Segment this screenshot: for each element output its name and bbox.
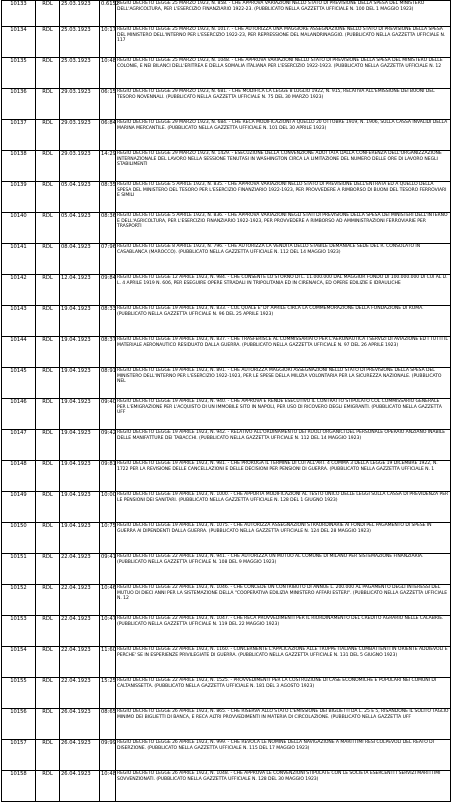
decree-number-cell: 10138: [2, 151, 36, 182]
table-row: [2, 337, 451, 368]
table-row: [2, 554, 451, 585]
decree-number-cell: 10140: [2, 213, 36, 244]
decree-number-cell: 10137: [2, 120, 36, 151]
decree-type-cell: RDL: [36, 554, 60, 585]
decree-number-cell: 10157: [2, 740, 36, 771]
decree-number-cell: 10150: [2, 523, 36, 554]
decree-type-cell: RDL: [36, 523, 60, 554]
decree-description-cell: REGIO DECRETO LEGGE 19 APRILE 1923, N. 940. - CHE APPROVA E RENDE ESECUTIVO IL CONTRATTO STIPULATO COL COMMISSARIO GENERALE PER L'EMIGRAZIONE PER L'ACQUISTO DI UN IMMOBILE SITO IN NAPOLI, PER USO DI RICOVERO DEGLI EMIGRANTI. (PUBBLICATO NELLA GAZZETTA UFF: [116, 399, 451, 430]
decree-code-cell: 09:84: [100, 275, 116, 306]
decree-type-cell: RDL: [36, 399, 60, 430]
decree-code-cell: 10:75: [100, 523, 116, 554]
decree-number-cell: 10139: [2, 182, 36, 213]
table-row: [2, 1, 451, 27]
decree-number-cell: 10147: [2, 430, 36, 461]
decree-number-cell: 10153: [2, 616, 36, 647]
decree-type-cell: RDL: [36, 89, 60, 120]
decree-date-cell: 29.03.1923: [60, 120, 100, 151]
decree-type-cell: RDL: [36, 585, 60, 616]
decree-description-cell: REGIO DECRETO LEGGE 25 MARZO 1923, N. 1048. - CHE APPROVA VARIAZIONI NELLO STATO DI PREVISIONE DELLA SPESA DEL MINISTERO DELLE COLONIE, E NEI BILANCI DELL'ERITREA E DELLA SOMALIA ITALIANA PER L'ESERCIZIO 1922-1923. (PUBBLICATO NELLA GAZZETTA UFFICIALE N. 12: [116, 58, 451, 89]
decree-type-cell: RDL: [36, 337, 60, 368]
decree-type-cell: RDL: [36, 461, 60, 492]
decree-code-cell: 15:25: [100, 678, 116, 709]
decree-date-cell: 25.03.1923: [60, 58, 100, 89]
decree-code-cell: 08:35: [100, 182, 116, 213]
decree-date-cell: 22.04.1923: [60, 585, 100, 616]
table-row: [2, 771, 451, 802]
decree-number-cell: 10134: [2, 27, 36, 58]
decree-description-cell: REGIO DECRETO LEGGE 12 APRILE 1923, N. 984. - CHE CONSENTE LO STORNO DI L. 11.000.000 DAL MAGGIOR FONDO DI 100.000.000 DI CUI AL D. L. 4 APRILE 1919 N. 606, PER ESEGUIRE OPERE STRADALI IN TRIPOLITANIA ED IN CIRENAICA, ED OPERE EDILIZIE E IDRAULICHE: [116, 275, 451, 306]
decree-code-cell: 09:99: [100, 740, 116, 771]
decree-date-cell: 19.04.1923: [60, 368, 100, 399]
decree-number-cell: 10146: [2, 399, 36, 430]
decree-date-cell: 05.04.1923: [60, 182, 100, 213]
decree-registry-body: [2, 1, 451, 802]
decree-description-cell: REGIO DECRETO LEGGE 25 MARZO 1923, N. 1017. - CHE AUTORIZZA UNA MAGGIORE ASSEGNAZIONE NELLO STATO DI PREVISIONE DELLA SPESA DEL MINISTERO DELL'INTERNO PER L'ESERCIZIO 1922-23, PER REPRESSIONE DEL MALANDRINAGGIO. (PUBBLICATO NELLA GAZZETTA UFFICIALE N. 117: [116, 27, 451, 58]
decree-date-cell: 26.04.1923: [60, 709, 100, 740]
decree-date-cell: 05.04.1923: [60, 213, 100, 244]
decree-description-cell: REGIO DECRETO LEGGE 25 MARZO 1923, N. 858. - CHE APPROVA VARIAZIONI NELLO STATO DI PREVISIONE DELLA SPESA DEL MINISTERO DELL'AGRICOLTURA, PER L'ESERCIZIO FINANZIARIO 1922-23. (PUBBLICATO NELLA GAZZETTA UFFICIALE N. 100 DEL 1 MAGGIO 1923): [116, 1, 451, 27]
table-row: [2, 647, 451, 678]
decree-number-cell: 10151: [2, 554, 36, 585]
decree-type-cell: RDL: [36, 151, 60, 182]
decree-number-cell: 10135: [2, 58, 36, 89]
decree-type-cell: RDL: [36, 616, 60, 647]
decree-description-cell: REGIO DECRETO LEGGE 19 APRILE 1923, N. 833. - COL QUALE E' DI' APRILE CIRCA LA COMMEMORAZIONE DELLA FONDAZIONE DI ROMA. (PUBBLICATO NELLA GAZZETTA UFFICIALE N. 96 DEL 25 APRILE 1923): [116, 306, 451, 337]
decree-code-cell: 10:48: [100, 58, 116, 89]
table-row: [2, 740, 451, 771]
table-row: [2, 430, 451, 461]
decree-date-cell: 29.03.1923: [60, 89, 100, 120]
table-row: [2, 523, 451, 554]
table-row: [2, 244, 451, 275]
table-row: [2, 678, 451, 709]
decree-description-cell: REGIO DECRETO LEGGE 22 APRILE 1923, N. 941. - CHE AUTORIZZA UN MUTUO AL COMUNE DI MILANO PER SISTEMAZIONE FINANZIARIA. (PUBBLICATO NELLA GAZZETTA UFFICIALE N. 108 DEL 9 MAGGIO 1923): [116, 554, 451, 585]
decree-type-cell: RDL: [36, 1, 60, 27]
table-row: [2, 306, 451, 337]
table-row: [2, 151, 451, 182]
decree-date-cell: 29.03.1923: [60, 151, 100, 182]
decree-code-cell: 08:65: [100, 709, 116, 740]
decree-type-cell: RDL: [36, 306, 60, 337]
decree-number-cell: 10152: [2, 585, 36, 616]
decree-code-cell: 10:17: [100, 27, 116, 58]
table-row: [2, 275, 451, 306]
decree-type-cell: RDL: [36, 430, 60, 461]
decree-number-cell: 10149: [2, 492, 36, 523]
decree-code-cell: 09:40: [100, 399, 116, 430]
decree-number-cell: 10155: [2, 678, 36, 709]
decree-date-cell: 26.04.1923: [60, 740, 100, 771]
decree-date-cell: 25.03.1923: [60, 27, 100, 58]
decree-description-cell: REGIO DECRETO LEGGE 5 APRILE 1923, N. 836. - CHE APPROVA VARIAZIONI NEGLI STATI DI PREVISIONE DELLA SPESA DEI MINISTERI DELL'INTERNO E DELL'AGRICOLTURA, PER L'ESERCIZIO FINANZIARIO 1922-1923, PER PROVVEDERE A RIMBORSO AD AMMINISTRAZIONI FERROVIARIE PER TRASPORTI: [116, 213, 451, 244]
decree-type-cell: RDL: [36, 678, 60, 709]
decree-number-cell: 10156: [2, 709, 36, 740]
decree-description-cell: REGIO DECRETO LEGGE 19 APRILE 1923, N. 1075. - CHE AUTORIZZA ASSEGNAZIONI STRAORDINARIE AI FONDI PEL PAGAMENTO DI SPESE IN GUERRA AI DIPENDENTI DALLA GUERRA. (PUBBLICATO NELLA GAZZETTA UFFICIALE N. 124 DEL 28 MAGGIO 1923): [116, 523, 451, 554]
decree-description-cell: REGIO DECRETO LEGGE 29 MARZO 1923, N. 681. - CHE MODIFICA LA LEGGE 8 LUGLIO 1922, N. 915, RELATIVA ALL'EMISSIONE DEI BUONI DEL TESORO NOVENNALI. (PUBBLICATO NELLA GAZZETTA UFFICIALE N. 75 DEL 30 MARZO 1923): [116, 89, 451, 120]
decree-date-cell: 19.04.1923: [60, 523, 100, 554]
decree-number-cell: 10136: [2, 89, 36, 120]
decree-description-cell: REGIO DECRETO LEGGE 19 APRILE 1923, N. 891. - CHE AUTORIZZA MAGGIORI ASSEGNAZIONI NELLO STATO DI PREVISIONE DELLA SPESA DEL MINISTERO DELL'INTERNO PER L'ESERCIZIO 1922-1923, PER LE SPESE DELLA MILIZIA VOLONTARIA PER LA SICUREZZA NAZIONALE. (PUBBLICATO NEL: [116, 368, 451, 399]
decree-code-cell: 08:91: [100, 368, 116, 399]
decree-date-cell: 19.04.1923: [60, 492, 100, 523]
decree-code-cell: 09:81: [100, 461, 116, 492]
decree-description-cell: REGIO DECRETO LEGGE 22 APRILE 1923, N. 1160. - CONCERNENTE L'APPLICAZIONE ALLE TRUPPE ITALIANE COMBATTENTI IN ORIENTE ADDIEVOLI E PERCHE' SE IN ESPERIENZE PRIVILEGIATE DI GUERRA. (PUBBLICATO NELLA GAZZETTA UFFICIALE N. 131 DEL 5 GIUGNO 1923): [116, 647, 451, 678]
decree-code-cell: 0.6152: [100, 1, 116, 27]
decree-date-cell: 22.04.1923: [60, 647, 100, 678]
decree-type-cell: RDL: [36, 709, 60, 740]
decree-number-cell: 10144: [2, 337, 36, 368]
decree-code-cell: 14:29: [100, 151, 116, 182]
decree-description-cell: REGIO DECRETO LEGGE 26 APRILE 1923, N. 999. - CHE REVOCA LE NOMINE DELLA NAVIGAZIONE A MARITTIMI RESI COLPEVOLI DEL REATO DI DISERZIONE. (PUBBLICATO NELLA GAZZETTA UFFICIALE N. 115 DEL 17 MAGGIO 1923): [116, 740, 451, 771]
decree-number-cell: 10141: [2, 244, 36, 275]
table-row: [2, 399, 451, 430]
table-row: [2, 182, 451, 213]
table-row: [2, 585, 451, 616]
decree-type-cell: RDL: [36, 492, 60, 523]
table-row: [2, 89, 451, 120]
decree-type-cell: RDL: [36, 771, 60, 802]
decree-number-cell: 10158: [2, 771, 36, 802]
decree-type-cell: RDL: [36, 740, 60, 771]
decree-date-cell: 22.04.1923: [60, 554, 100, 585]
decree-code-cell: 10:00: [100, 492, 116, 523]
decree-date-cell: 19.04.1923: [60, 306, 100, 337]
decree-date-cell: 19.04.1923: [60, 461, 100, 492]
decree-code-cell: 06:15: [100, 89, 116, 120]
decree-code-cell: 08:36: [100, 213, 116, 244]
decree-date-cell: 22.04.1923: [60, 678, 100, 709]
decree-type-cell: RDL: [36, 213, 60, 244]
decree-type-cell: RDL: [36, 647, 60, 678]
decree-code-cell: 11:60: [100, 647, 116, 678]
decree-date-cell: 12.04.1923: [60, 275, 100, 306]
decree-number-cell: 10145: [2, 368, 36, 399]
table-row: [2, 120, 451, 151]
decree-code-cell: 09:41: [100, 554, 116, 585]
decree-type-cell: RDL: [36, 368, 60, 399]
table-row: [2, 616, 451, 647]
decree-description-cell: REGIO DECRETO LEGGE 26 APRILE 1923, N. 1048. - CHE APPROVA LE CONVENZIONI STIPULATE CON LE SOCIETA ESERCENTI I SERVIZI MARITTIMI SOVVENZIONATI. (PUBBLICATO NELLA GAZZETTA UFFICIALE N. 128 DEL 30 MAGGIO 1923): [116, 771, 451, 802]
decree-type-cell: RDL: [36, 27, 60, 58]
decree-type-cell: RDL: [36, 120, 60, 151]
table-row: [2, 58, 451, 89]
decree-date-cell: 19.04.1923: [60, 430, 100, 461]
decree-number-cell: 10133: [2, 1, 36, 27]
decree-description-cell: REGIO DECRETO LEGGE 19 APRILE 1923, N. 837. - CHE TRASFERISCE AL COMMISSARIATO PER L'AERONAUTICA I SERVIZI DI AVIAZIONE ED I TUTTI IL MATERIALE AERONAUTICO RESIDUATO DALLA GUERRA. (PUBBLICATO NELLA GAZZETTA UFFICIALE N. 97 DEL 26 APRILE 1923): [116, 337, 451, 368]
decree-code-cell: 09:42: [100, 430, 116, 461]
table-row: [2, 213, 451, 244]
decree-code-cell: 08:33: [100, 306, 116, 337]
decree-date-cell: 26.04.1923: [60, 771, 100, 802]
table-row: [2, 492, 451, 523]
decree-description-cell: REGIO DECRETO LEGGE 8 APRILE 1923, N. 796. - CHE AUTORIZZA LA VENDITA DELLO STABILE DEMANIALE SEDE DEL R. CONSOLATO IN CASABLANCA (MAROCCO). (PUBBLICATO NELLA GAZZETTA UFFICIALE N. 112 DEL 14 MAGGIO 1923): [116, 244, 451, 275]
decree-description-cell: REGIO DECRETO LEGGE 5 APRILE 1923, N. 835. - CHE APPROVA VARIAZIONI NELLO STATO DI PREVISIONE DELL'ENTRATA ED A QUELLO DELLA SPESA DEL MINISTERO DEL TESORO PER L'ESERCIZIO FINANZIARIO 1922-1923, PER PROVVEDERE A RIMBORSO DI BUONI DEL TESORO FERROVIARI E SIMILI: [116, 182, 451, 213]
decree-code-cell: 10:48: [100, 771, 116, 802]
decree-type-cell: RDL: [36, 58, 60, 89]
decree-description-cell: REGIO DECRETO LEGGE 29 MARZO 1923, N. 684. - CHE RECA MODIFICAZIONI A QUELLO 20 OTTOBRE 1919, N. 1906, SULLA CASSA INVALIDI DELLA MARINA MERCANTILE. (PUBBLICATO NELLA GAZZETTA UFFICIALE N. 101 DEL 30 APRILE 1923): [116, 120, 451, 151]
decree-code-cell: 08:37: [100, 337, 116, 368]
decree-code-cell: 10:47: [100, 616, 116, 647]
table-row: [2, 709, 451, 740]
decree-description-cell: REGIO DECRETO LEGGE 22 APRILE 1923, N. 1047. - CHE RECA PROVVEDIMENTI PER IL RIORDINAMENTO DEL CREDITO AGRARIO NELLE CALABRIE. (PUBBLICATO NELLA GAZZETTA UFFICIALE N. 119 DEL 22 MAGGIO 1923): [116, 616, 451, 647]
decree-number-cell: 10154: [2, 647, 36, 678]
decree-number-cell: 10143: [2, 306, 36, 337]
table-row: [2, 27, 451, 58]
decree-number-cell: 10142: [2, 275, 36, 306]
decree-date-cell: 08.04.1923: [60, 244, 100, 275]
decree-code-cell: 10:46: [100, 585, 116, 616]
decree-date-cell: 22.04.1923: [60, 616, 100, 647]
decree-type-cell: RDL: [36, 244, 60, 275]
decree-description-cell: REGIO DECRETO LEGGE 19 APRILE 1923, N. 981. - CHE PROROGA IL TERMINE DI CUI ALL'ART. 4 COMMA 3 DELLA LEGGE 19 DICEMBRE 1922, N. 1722 PER LA REVISIONE DELLE CANCELLAZIONI E DELLE DECISIONI PER PENSIONI DI GUERRA. (PUBBLICATO NELLA GAZZETTA UFFICIALE N. 1: [116, 461, 451, 492]
decree-description-cell: REGIO DECRETO LEGGE 22 APRILE 1923, N. 1046. - CHE CONCEDE UN CONTRIBUTO DI ANNUE L. 200.000 AL PAGAMENTO DEGLI INTERESSI DEL MUTUO DI DIECI ANNI PER LA SISTEMAZIONE DELLA "COOPERATIVA EDILIZIA MINISTERO AFFARI ESTERI". (PUBBLICATO NELLA GAZZETTA UFFICIALE N. 12: [116, 585, 451, 616]
decree-registry-table: [1, 0, 451, 802]
decree-description-cell: REGIO DECRETO LEGGE 29 MARZO 1923, N. 1429. - ESECUZIONE DELLA CONVENZIONE ADOTTATA DALLA CONFERENZA DELL'ORGANIZZAZIONE INTERNAZIONALE DEL LAVORO NELLA SESSIONE TENUTASI IN WASHINGTON CIRCA LA LIMITAZIONE DEL NUMERO DELLE ORE DI LAVORO NEGLI STABILIMENTI: [116, 151, 451, 182]
decree-date-cell: 19.04.1923: [60, 337, 100, 368]
decree-description-cell: REGIO DECRETO LEGGE 19 APRILE 1923, N. 1000. - CHE APPORTA MODIFICAZIONI AL TESTO UNICO DELLE LEGGI SULLA CASSA DI PREVIDENZA PER LE PENSIONI DEI SANITARI. (PUBBLICATO NELLA GAZZETTA UFFICIALE N. 128 DEL 1 GIUGNO 1923): [116, 492, 451, 523]
decree-type-cell: RDL: [36, 275, 60, 306]
decree-number-cell: 10148: [2, 461, 36, 492]
table-row: [2, 368, 451, 399]
decree-date-cell: 25.03.1923: [60, 1, 100, 27]
decree-description-cell: REGIO DECRETO LEGGE 26 APRILE 1923, N. 865. - CHE RISERVA ALLO STATO L'EMISSIONE DEI BIGLIETTI DA L. 25 E 5, RISANDONE IL SOLITO TAGLIO MINIMO DEI BIGLIETTI DI BANCA, E RECA ALTRI PROVVEDIMENTI IN MATERIA DI CIRCOLAZIONE. (PUBBLICATO NELLA GAZZETTA UFF: [116, 709, 451, 740]
decree-date-cell: 19.04.1923: [60, 399, 100, 430]
decree-code-cell: 07:96: [100, 244, 116, 275]
decree-type-cell: RDL: [36, 182, 60, 213]
decree-description-cell: REGIO DECRETO LEGGE 22 APRILE 1923, N. 1525. - PROVVEDIMENTI PER LA COSTRUZIONE DI CASE ECONOMICHE E POPOLARI NEI COMUNI DI CALTANISSETTA. (PUBBLICATO NELLA GAZZETTA UFFICIALE N. 181 DEL 3 AGOSTO 1923): [116, 678, 451, 709]
decree-code-cell: 06:84: [100, 120, 116, 151]
decree-description-cell: REGIO DECRETO LEGGE 19 APRILE 1923, N. 942. - RELATIVO ALL'ORDINAMENTO DEI RUOLI ORGANICI DEL PERSONALE OPERAIO ANZIANO INABILE DELLE MANIFATTURE DEI TABACCHI. (PUBBLICATO NELLA GAZZETTA UFFICIALE N. 112 DEL 14 MAGGIO 1923): [116, 430, 451, 461]
table-row: [2, 461, 451, 492]
